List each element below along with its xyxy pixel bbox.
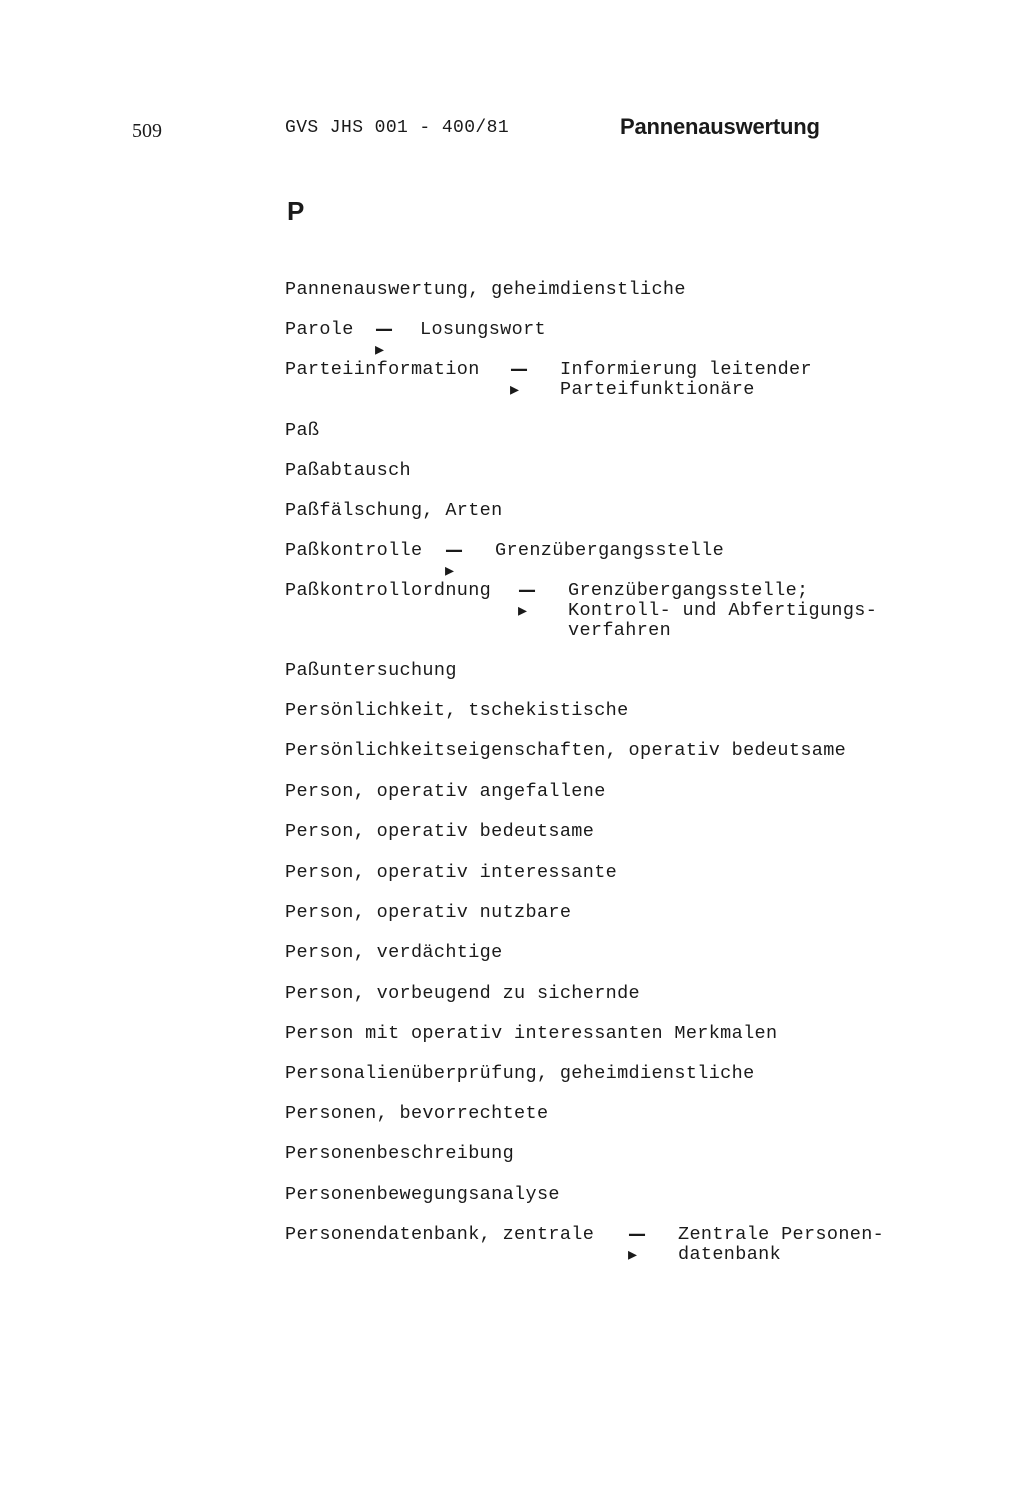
cross-reference-line: Losungswort (420, 319, 546, 340)
arrow-right-icon: —▸ (445, 540, 463, 581)
cross-reference-line: Parteifunktionäre (560, 379, 755, 400)
entry-cross-reference (678, 1225, 884, 1265)
entry-term: Personendatenbank, zentrale (285, 1224, 595, 1245)
entry-term: Person, operativ angefallene (285, 781, 606, 802)
entry-term: Personenbewegungsanalyse (285, 1184, 560, 1205)
arrow-right-icon: —▸ (518, 580, 536, 621)
entry-term: Person mit operativ interessanten Merkmalen (285, 1023, 778, 1044)
entry-term: Parole (285, 319, 354, 340)
entry-term: Paß (285, 420, 320, 441)
page-number: 509 (132, 120, 162, 142)
entry-term: Paßkontrollordnung (285, 580, 492, 601)
arrow-right-icon: —▸ (510, 359, 528, 400)
entry-term: Person, verdächtige (285, 942, 503, 963)
entry-term: Personenbeschreibung (285, 1143, 515, 1164)
entry-term: Personen, bevorrechtete (285, 1103, 549, 1124)
entry-cross-reference (495, 541, 724, 561)
arrow-right-icon: —▸ (628, 1224, 646, 1265)
cross-reference-line: Grenzübergangsstelle; (568, 580, 809, 601)
entry-cross-reference (560, 360, 812, 400)
entry-cross-reference (568, 581, 877, 641)
entry-term: Paßabtausch (285, 460, 411, 481)
arrow-right-icon: —▸ (375, 319, 393, 360)
entry-term: Persönlichkeit, tschekistische (285, 700, 629, 721)
entry-term: Personalienüberprüfung, geheimdienstliche (285, 1063, 755, 1084)
cross-reference-line: Informierung leitender (560, 359, 812, 380)
entry-term: Pannenauswertung, geheimdienstliche (285, 279, 686, 300)
entry-term: Paßfälschung, Arten (285, 500, 503, 521)
cross-reference-line: Kontroll- und Abfertigungs- (568, 600, 878, 621)
entry-term: Paßuntersuchung (285, 660, 457, 681)
section-letter: P (287, 196, 305, 226)
entry-term: Persönlichkeitseigenschaften, operativ bedeutsame (285, 740, 847, 761)
entry-term: Paßkontrolle (285, 540, 423, 561)
cross-reference-line: datenbank (678, 1244, 782, 1265)
cross-reference-line: Zentrale Personen- (678, 1224, 885, 1245)
running-head: Pannenauswertung (620, 114, 820, 139)
cross-reference-line: verfahren (568, 620, 672, 641)
entry-term: Person, vorbeugend zu sichernde (285, 983, 641, 1004)
entry-term: Person, operativ interessante (285, 862, 618, 883)
entry-term: Person, operativ bedeutsame (285, 821, 595, 842)
entry-cross-reference (420, 320, 546, 340)
entry-term: Parteiinformation (285, 359, 480, 380)
document-reference: GVS JHS 001 - 400/81 (285, 118, 510, 138)
cross-reference-line: Grenzübergangsstelle (495, 540, 725, 561)
entry-term: Person, operativ nutzbare (285, 902, 572, 923)
